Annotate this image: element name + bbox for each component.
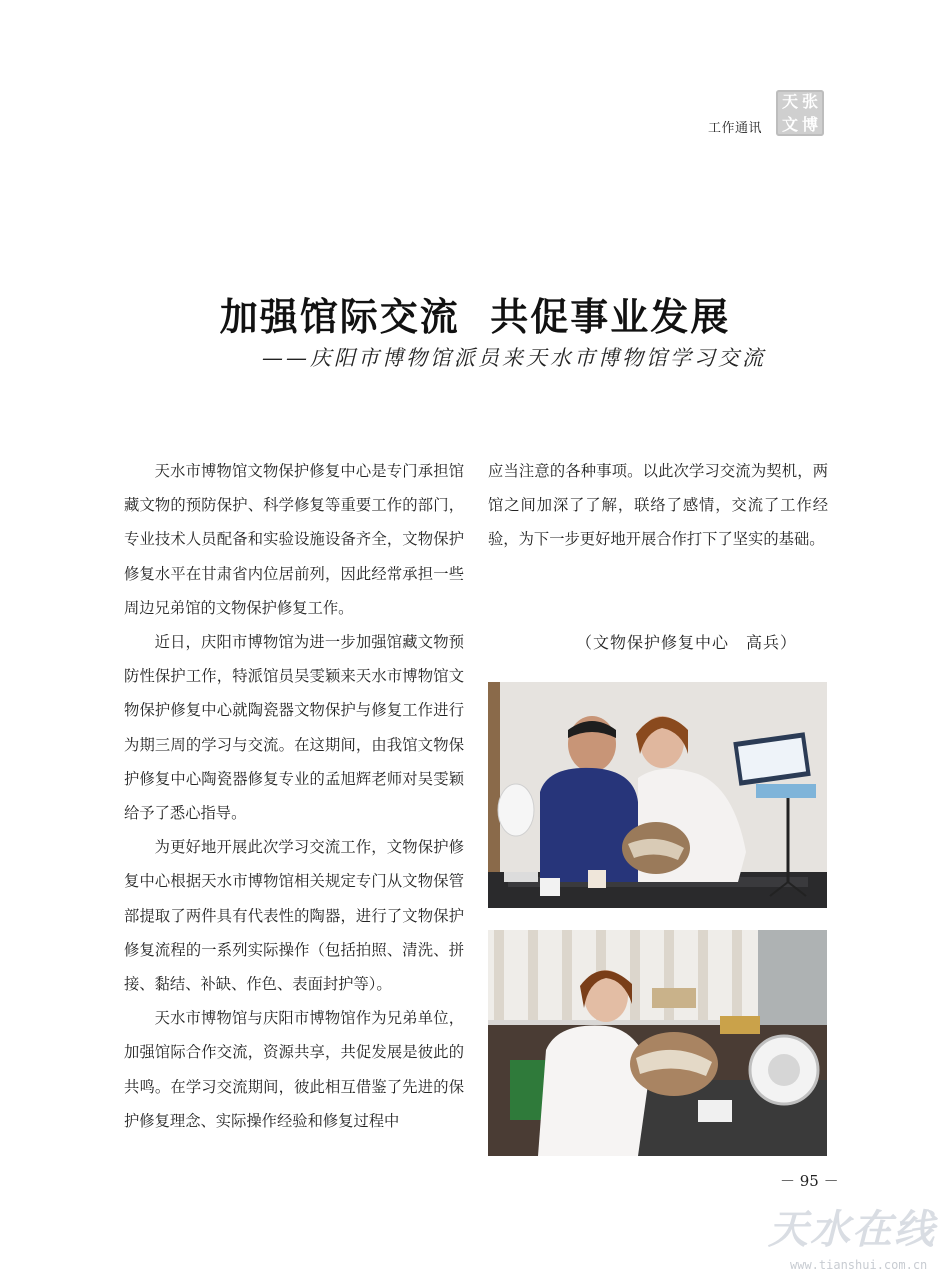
seal-char: 张	[801, 91, 818, 111]
seal-char: 文	[781, 114, 798, 134]
photo-restoration-guidance-image	[488, 682, 827, 908]
paragraph: 为更好地开展此次学习交流工作，文物保护修复中心根据天水市博物馆相关规定专门从文物保管部提取了两件具有代表性的陶器，进行了文物保护修复流程的一系列实际操作（包括拍照、清洗、拼接、黏结、补缺、作色、表面封护等）。	[124, 838, 464, 994]
left-column	[124, 454, 464, 1138]
photo-restoration-work	[488, 930, 827, 1156]
page-number: － 95 －	[780, 1172, 839, 1190]
watermark-url: www.tianshui.com.cn	[790, 1258, 928, 1272]
paragraph: 天水市博物馆文物保护修复中心是专门承担馆藏文物的预防保护、科学修复等重要工作的部门，专业技术人员配备和实验设施设备齐全，文物保护修复水平在甘肃省内位居前列，因此经常承担一些周边兄弟馆的文物保护修复工作。	[124, 462, 464, 617]
paragraph: 应当注意的各种事项。以此次学习交流为契机，两馆之间加深了了解，联络了感情，交流了工作经验，为下一步更好地开展合作打下了坚实的基础。	[488, 462, 828, 549]
watermark-logo: 天水在线	[768, 1207, 936, 1253]
seal-char: 天	[781, 91, 798, 111]
paragraph: 天水市博物馆与庆阳市博物馆作为兄弟单位，加强馆际合作交流，资源共享，共促发展是彼此的共鸣。在学习交流期间，彼此相互借鉴了先进的保护修复理念、实际操作经验和修复过程中	[124, 1009, 464, 1130]
photo-restoration-work-image	[488, 930, 827, 1156]
journal-seal-logo	[776, 90, 824, 136]
section-label: 工作通讯	[708, 121, 763, 136]
article-title: 加强馆际交流 共促事业发展	[219, 294, 731, 339]
paragraph: 近日，庆阳市博物馆为进一步加强馆藏文物预防性保护工作，特派馆员吴雯颖来天水市博物馆文物保护修复中心就陶瓷器文物保护与修复工作进行为期三周的学习与交流。在这期间，由我馆文物保护修复中心陶瓷器修复专业的孟旭辉老师对吴雯颖给予了悉心指导。	[124, 633, 464, 823]
seal-char: 博	[801, 114, 818, 134]
article-subtitle: ——庆阳市博物馆派员来天水市博物馆学习交流	[262, 346, 766, 370]
byline: （文物保护修复中心 高兵）	[576, 633, 798, 652]
right-column	[488, 454, 828, 557]
photo-restoration-guidance	[488, 682, 827, 908]
